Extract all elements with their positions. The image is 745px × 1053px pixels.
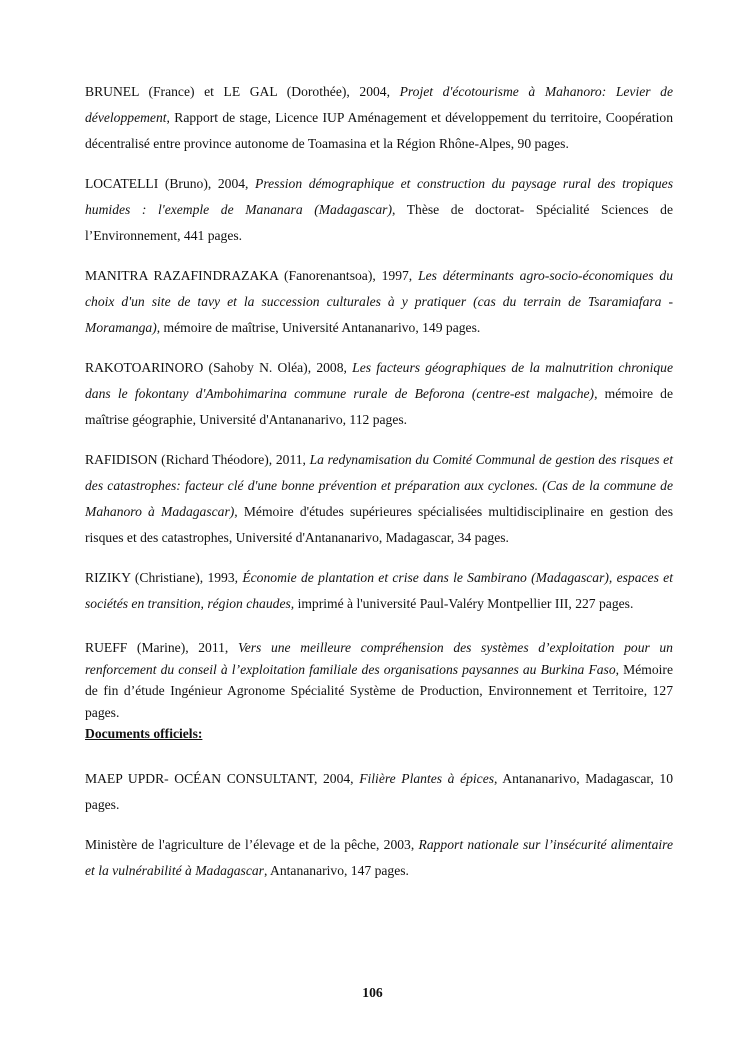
reference-title: Les facteurs géographiques de la malnutrition chronique dans le fokontany d'Ambohimarina commune rurale de Beforona (centre-est malgache)	[85, 360, 673, 401]
reference-title: Pression démographique et construction du paysage rural des tropiques humides : l'exemple de Mananara (Madagascar)	[85, 176, 674, 217]
reference-title: Les déterminants agro-socio-économiques du choix d'un site de tavy et la succession culturales à y pratiquer (cas du terrain de Tsaramiafara - Moramanga)	[85, 268, 673, 335]
reference-title: La redynamisation du Comité Communal de gestion des risques et des catastrophes: facteur clé d'une bonne prévention et préparation aux cyclones. (Cas de la commune de Mahanoro à Madagascar)	[85, 452, 673, 519]
reference-title: Projet d'écotourisme à Mahanoro: Levier de développement	[85, 84, 673, 125]
reference-entry: RIZIKY (Christiane), 1993, Économie de plantation et crise dans le Sambirano (Madagascar), espaces et sociétés en transition, région chaudes, imprimé à l'université Paul-Valéry Montpellier III, 227 pages.	[85, 570, 673, 611]
official-document-entry: MAEP UPDR- OCÉAN CONSULTANT, 2004, Filière Plantes à épices, Antananarivo, Madagascar, 10 pages.	[85, 771, 674, 812]
page-number: 106	[362, 985, 383, 1000]
bibliography-page	[85, 79, 673, 898]
reference-title: Vers une meilleure compréhension des systèmes d’exploitation pour un renforcement du conseil à l’exploitation familiale des organisations paysannes au Burkina Faso	[85, 640, 673, 677]
reference-title: Filière Plantes à épices	[359, 771, 495, 786]
reference-title: Rapport nationale sur l’insécurité alimentaire et la vulnérabilité à Madagascar	[85, 837, 673, 878]
section-title-official-documents: Documents officiels:	[85, 726, 203, 741]
reference-entry: RAKOTOARINORO (Sahoby N. Oléa), 2008, Les facteurs géographiques de la malnutrition chronique dans le fokontany d'Ambohimarina commune rurale de Beforona (centre-est malgache), mémoire de maîtrise géographie, Université d'Antananarivo, 112 pages.	[85, 360, 674, 427]
reference-entry: BRUNEL (France) et LE GAL (Dorothée), 2004, Projet d'écotourisme à Mahanoro: Levier de développement, Rapport de stage, Licence IUP Aménagement et développement du territoire, Coopération décentralisé entre province autonome de Toamasina et la Région Rhône-Alpes, 90 pages.	[85, 84, 673, 151]
reference-entry: RUEFF (Marine), 2011, Vers une meilleure compréhension des systèmes d’exploitation pour un renforcement du conseil à l’exploitation familiale des organisations paysannes au Burkina Faso, Mémoire de fin d’étude Ingénieur Agronome Spécialité Système de Production, Environnement et Territoire, 127 pages.	[85, 640, 673, 720]
official-document-entry: Ministère de l'agriculture de l’élevage et de la pêche, 2003, Rapport nationale sur l’insécurité alimentaire et la vulnérabilité à Madagascar, Antananarivo, 147 pages.	[85, 837, 673, 878]
reference-entry: LOCATELLI (Bruno), 2004, Pression démographique et construction du paysage rural des tropiques humides : l'exemple de Mananara (Madagascar), Thèse de doctorat- Spécialité Sciences de l’Environnement, 441 pages.	[85, 176, 674, 243]
reference-entry: MANITRA RAZAFINDRAZAKA (Fanorenantsoa), 1997, Les déterminants agro-socio-économiques du choix d'un site de tavy et la succession culturales à y pratiquer (cas du terrain de Tsaramiafara - Moramanga), mémoire de maîtrise, Université Antananarivo, 149 pages.	[85, 268, 673, 335]
reference-entry: RAFIDISON (Richard Théodore), 2011, La redynamisation du Comité Communal de gestion des risques et des catastrophes: facteur clé d'une bonne prévention et préparation aux cyclones. (Cas de la commune de Mahanoro à Madagascar), Mémoire d'études supérieures spécialisées multidisciplinaire en gestion des risques et des catastrophes, Université d'Antananarivo, Madagascar, 34 pages.	[85, 452, 673, 545]
reference-title: Économie de plantation et crise dans le Sambirano (Madagascar), espaces et sociétés en transition, région chaudes,	[85, 570, 673, 611]
